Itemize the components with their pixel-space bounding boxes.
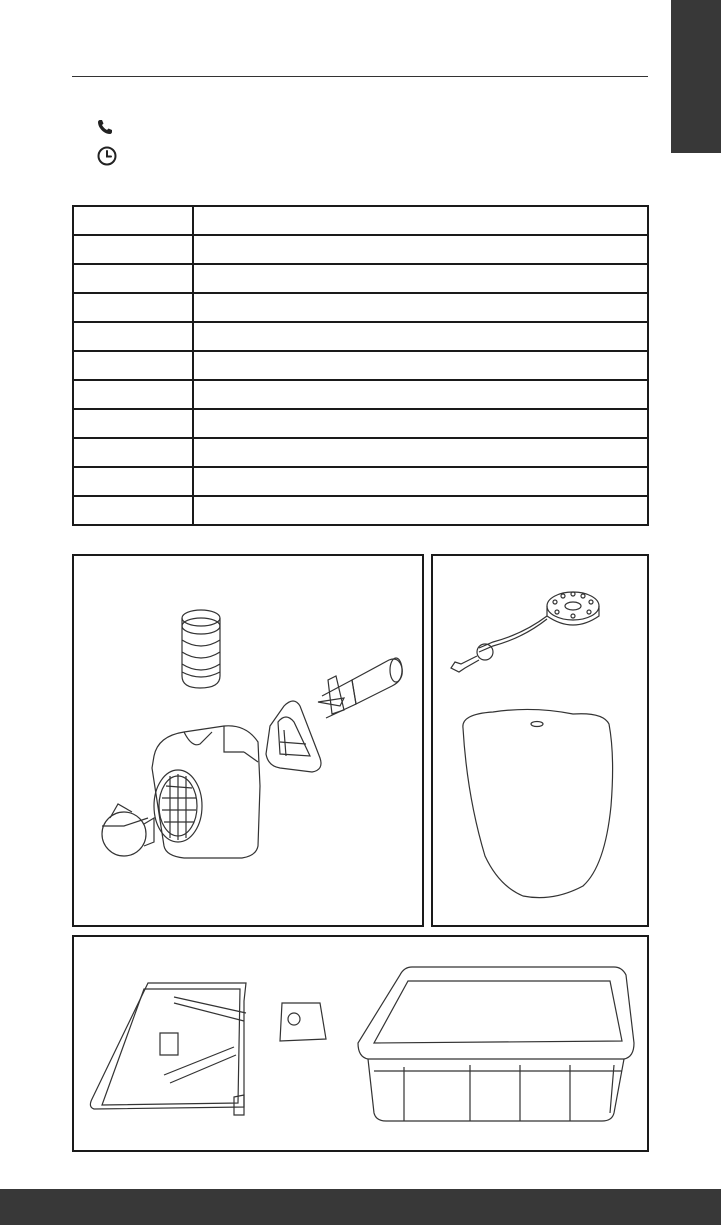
table-row [73,264,648,293]
part-number-cell [73,496,193,525]
table-row [73,438,648,467]
parts-table [72,205,649,526]
suction-cup [102,804,154,856]
part-number-cell [73,438,193,467]
part-number-cell [73,293,193,322]
language-tab [671,0,721,153]
part-description-cell [193,322,648,351]
connector-sleeve [182,610,220,688]
part-number-cell [73,235,193,264]
table-row [73,293,648,322]
part-description-cell [193,206,648,235]
gasket [280,1003,326,1041]
part-description-cell [193,235,648,264]
pump-cover [266,701,321,772]
table-row [73,409,648,438]
pump-parts-drawing [74,556,422,925]
clock-icon [96,145,118,167]
light-ring-drawing [433,556,647,925]
part-description-cell [193,264,648,293]
part-number-cell [73,467,193,496]
header-rule [72,76,648,77]
phone-line [96,118,114,136]
part-number-cell [73,409,193,438]
top-plate [90,983,246,1115]
table-row [73,206,648,235]
table-row [73,496,648,525]
pump-body [152,726,260,858]
tank-drawing [74,937,647,1150]
part-number-cell [73,264,193,293]
part-description-cell [193,496,648,525]
pump-parts-illustration [72,554,424,927]
part-description-cell [193,380,648,409]
table-row [73,467,648,496]
part-description-cell [193,293,648,322]
part-description-cell [193,438,648,467]
part-number-cell [73,351,193,380]
basin [358,967,634,1121]
impeller [318,658,402,718]
phone-icon [96,118,114,136]
table-row [73,235,648,264]
led-ring [547,592,599,625]
table-row [73,322,648,351]
part-number-cell [73,322,193,351]
led-cable [479,616,547,648]
part-description-cell [193,409,648,438]
tank-illustration [72,935,649,1152]
hours-line [96,145,118,167]
table-row [73,351,648,380]
part-number-cell [73,206,193,235]
decor-stone [463,709,613,897]
part-description-cell [193,351,648,380]
light-ring-illustration [431,554,649,927]
part-number-cell [73,380,193,409]
table-row [73,380,648,409]
footer-bar [0,1189,721,1225]
part-description-cell [193,467,648,496]
